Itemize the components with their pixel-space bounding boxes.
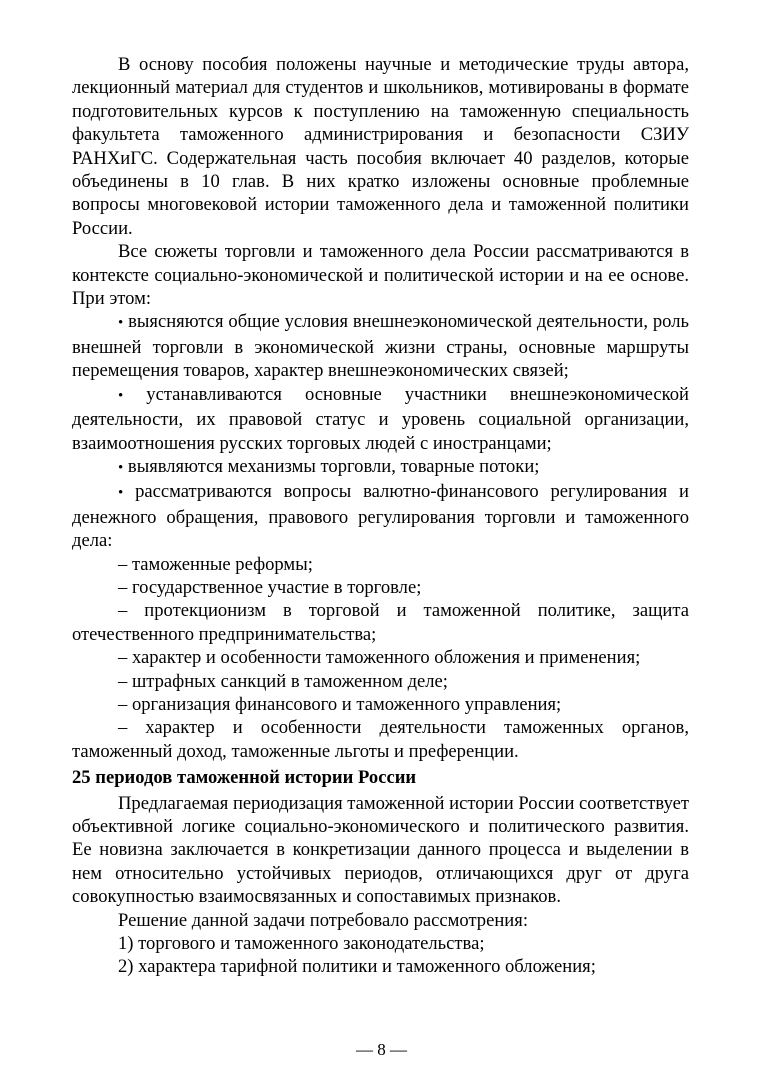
numbered-item-2: 2) характера тарифной политики и таможенного обложения; — [118, 956, 596, 978]
paragraph-periodization: Предлагаемая периодизация таможенной истории России соответствует объективной логике социально-экономического и политического развития. Ее новизна заключается в конкретизации данного процесса и выделении в нем относительно устойчивых периодов, отличающихся друг от друга совокупностью взаимосвязанных и сопоставимых признаков. — [72, 792, 690, 908]
dash-item-state-participation: – государственное участие в торговле; — [118, 576, 422, 598]
bullet-text: выявляются механизмы торговли, товарные потоки; — [127, 455, 540, 477]
bullet-icon: • — [118, 387, 124, 404]
document-body — [72, 53, 689, 979]
paragraph-solution: Решение данной задачи потребовало рассмотрения: — [118, 909, 528, 931]
page-number: — 8 — — [356, 1040, 407, 1059]
bullet-text: рассматриваются вопросы валютно-финансового регулирования и денежного обращения, правового регулирования торговли и таможенного дела: — [72, 481, 689, 552]
dash-item-management: – организация финансового и таможенного управления; — [118, 693, 562, 715]
bullet-text: устанавливаются основные участники внешнеэкономической деятельности, их правовой статус и уровень социальной организации, взаимоотношения русских торговых людей с иностранцами; — [72, 383, 689, 454]
bullet-icon: • — [118, 459, 124, 476]
section-heading: 25 периодов таможенной истории России — [72, 767, 417, 789]
bullet-item-conditions — [72, 310, 689, 382]
dash-item-customs-bodies: – характер и особенности деятельности таможенных органов, таможенный доход, таможенные льготы и преференции. — [72, 717, 689, 762]
bullet-icon: • — [118, 315, 124, 332]
paragraph-intro: В основу пособия положены научные и методические труды автора, лекционный материал для студентов и школьников, мотивированы в формате подготовительных курсов к поступлению на таможенную специальность факультета таможенного администрирования и безопасности СЗИУ РАНХиГС. Содержательная часть пособия включает 40 разделов, которые объединены в 10 глав. В них кратко изложены основные проблемные вопросы многовековой истории таможенного дела и таможенной политики России. — [72, 54, 689, 239]
bullet-item-participants — [72, 383, 689, 455]
dash-item-reforms: – таможенные реформы; — [118, 553, 313, 575]
bullet-icon: • — [118, 485, 124, 502]
bullet-item-mechanisms — [72, 455, 689, 480]
numbered-item-1: 1) торгового и таможенного законодательства; — [118, 933, 485, 955]
bullet-item-regulation — [72, 480, 689, 552]
dash-item-taxation: – характер и особенности таможенного обложения и применения; — [118, 647, 641, 669]
dash-item-sanctions: – штрафных санкций в таможенном деле; — [118, 670, 448, 692]
bullet-text: выясняются общие условия внешнеэкономической деятельности, роль внешней торговли в экономической жизни страны, основные маршруты перемещения товаров, характер внешнеэкономических связей; — [72, 311, 689, 382]
dash-item-protectionism: – протекционизм в торговой и таможенной политике, защита отечественного предпринимательства; — [72, 600, 689, 645]
paragraph-context: Все сюжеты торговли и таможенного дела России рассматриваются в контексте социально-экономической и политической истории и на ее основе. При этом: — [72, 241, 689, 310]
